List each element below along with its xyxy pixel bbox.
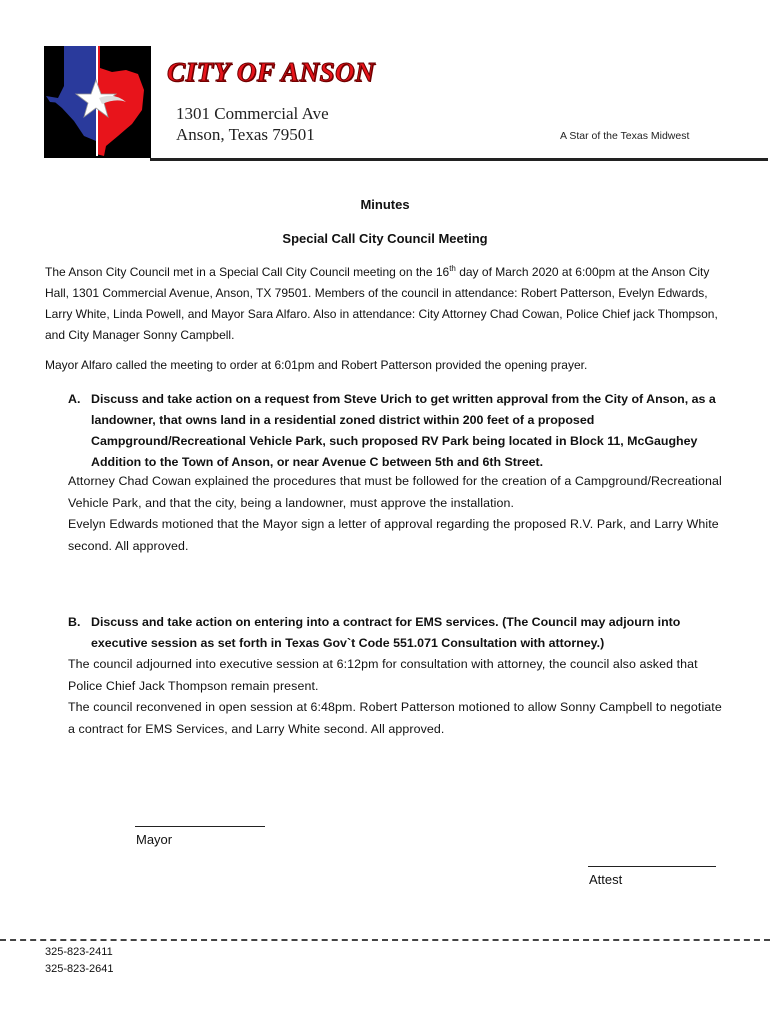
agenda-item-b-body bbox=[68, 654, 728, 740]
intro-paragraph bbox=[45, 262, 725, 346]
mayor-signature-label: Mayor bbox=[136, 832, 173, 847]
agenda-item-a-body bbox=[68, 471, 728, 557]
meeting-title: Special Call City Council Meeting bbox=[282, 231, 488, 246]
document-title: Minutes bbox=[360, 197, 410, 212]
agenda-item-a-body-paragraph: Attorney Chad Cowan explained the procedures that must be followed for the creation of a Campground/Recreational Vehicle Park, and that the city, being a landowner, must approve the installation. bbox=[68, 474, 722, 510]
agenda-item-b-text: Discuss and take action on entering into a contract for EMS services. (The Council may adjourn into executive session as set forth in Texas Gov`t Code 551.071 Consultation with attorney.) bbox=[91, 615, 681, 650]
phone-number-2: 325-823-2641 bbox=[45, 963, 114, 975]
intro-text-start: The Anson City Council met in a Special Call City Council meeting on the 16 bbox=[45, 265, 450, 279]
agenda-item-a-text: Discuss and take action on a request from Steve Urich to get written approval from the City of Anson, as a landowner, that owns land in a residential zoned district within 200 feet of a proposed Campground/Recreational Vehicle Park, such proposed RV Park being located in Block 11, McGaughey Addition to the Town of Anson, or near Avenue C between 5th and 6th Street. bbox=[91, 392, 716, 469]
tagline: A Star of the Texas Midwest bbox=[560, 130, 690, 142]
agenda-item-a-letter: A. bbox=[68, 392, 81, 406]
mayor-signature-line bbox=[135, 826, 265, 827]
city-title: CITY OF ANSON bbox=[167, 57, 376, 87]
call-to-order-paragraph: Mayor Alfaro called the meeting to order at 6:01pm and Robert Patterson provided the opening prayer. bbox=[45, 358, 588, 372]
footer-divider bbox=[0, 939, 770, 941]
agenda-item-b-heading bbox=[68, 612, 718, 654]
agenda-item-a-body-paragraph: Evelyn Edwards motioned that the Mayor sign a letter of approval regarding the proposed R.V. Park, and Larry White second. All approved. bbox=[68, 517, 719, 553]
address-line-1: 1301 Commercial Ave bbox=[176, 104, 329, 123]
attest-signature-label: Attest bbox=[589, 872, 623, 887]
agenda-item-b-body-paragraph: The council adjourned into executive session at 6:12pm for consultation with attorney, the council also asked that Police Chief Jack Thompson remain present. bbox=[68, 657, 698, 693]
city-logo bbox=[44, 46, 151, 158]
texas-star-logo-icon bbox=[44, 46, 151, 158]
agenda-item-b-letter: B. bbox=[68, 615, 81, 629]
attest-signature-line bbox=[588, 866, 716, 867]
phone-number-1: 325-823-2411 bbox=[45, 946, 113, 958]
address-line-2: Anson, Texas 79501 bbox=[176, 125, 315, 144]
header-divider bbox=[150, 158, 768, 161]
intro-text-end: day of March 2020 at 6:00pm at the Anson City Hall, 1301 Commercial Avenue, Anson, TX 79501. Members of the council in attendance: Robert Patterson, Evelyn Edwards, Larry White, Linda Powell, and Mayor Sara Alfaro. Also in attendance: City Attorney Chad Cowan, Police Chief jack Thompson, and City Manager Sonny Campbell. bbox=[45, 265, 718, 342]
intro-superscript: th bbox=[449, 264, 456, 273]
agenda-item-b-body-paragraph: The council reconvened in open session at 6:48pm. Robert Patterson motioned to allow Sonny Campbell to negotiate a contract for EMS Services, and Larry White second. All approved. bbox=[68, 700, 722, 736]
agenda-item-a-heading bbox=[68, 389, 718, 473]
